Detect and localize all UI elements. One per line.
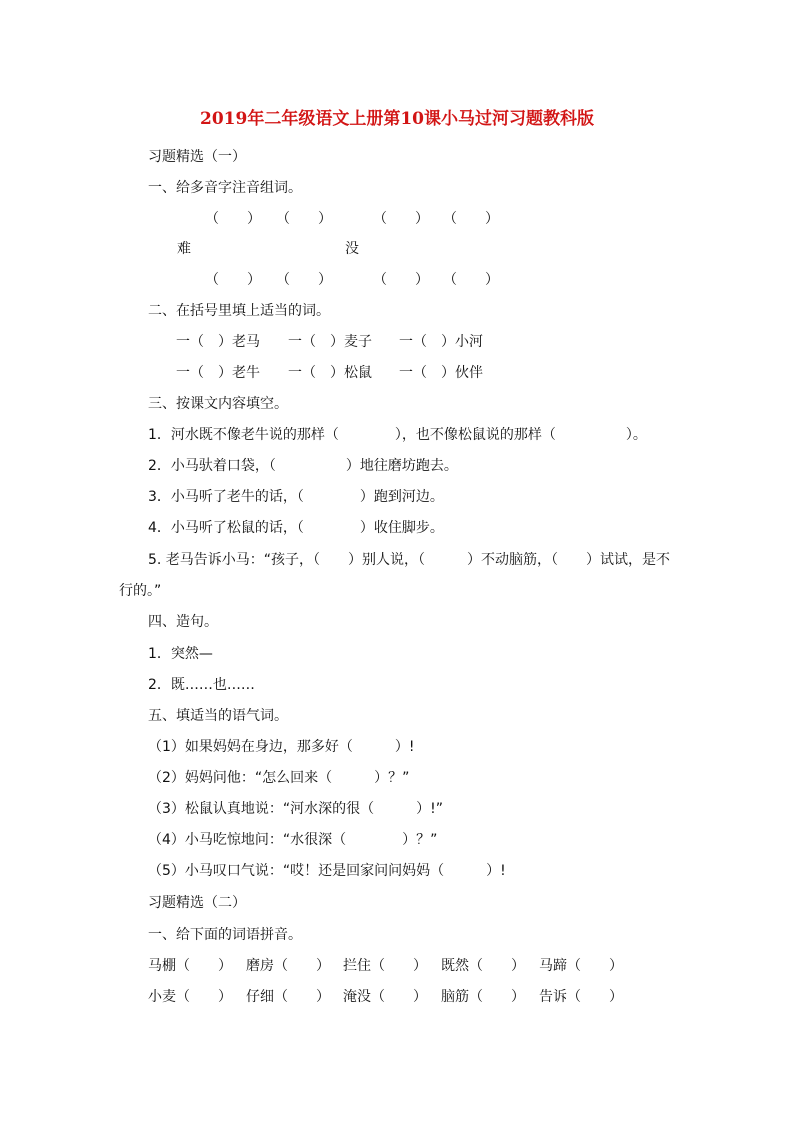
question-3-label: 三、按课文内容填空。 — [148, 396, 288, 412]
section-heading-2: 习题精选（二） — [148, 895, 246, 911]
particle-item: （5）小马叹口气说：“哎！还是回家问问妈妈（ ）! — [148, 863, 506, 879]
measure-word-item: 一（ ）伙伴 — [399, 365, 483, 381]
measure-word-item: 一（ ）老牛 — [176, 365, 260, 381]
section-heading-1: 习题精选（一） — [148, 149, 246, 165]
answer-paren: （ ） — [276, 211, 332, 227]
pinyin-item: 淹没（ ） — [343, 989, 427, 1005]
particle-item: （1）如果妈妈在身边，那多好（ ）! — [148, 739, 415, 755]
answer-paren: （ ） — [276, 272, 332, 288]
fill-blank-item: 3．小马听了老牛的话，（ ）跑到河边。 — [148, 489, 444, 505]
pinyin-item: 既然（ ） — [441, 958, 525, 974]
answer-paren: （ ） — [373, 211, 429, 227]
measure-word-item: 一（ ）麦子 — [288, 334, 372, 350]
pinyin-item: 马棚（ ） — [148, 958, 232, 974]
pinyin-item: 磨房（ ） — [246, 958, 330, 974]
page-title: 2019年二年级语文上册第10课小马过河习题教科版 — [200, 109, 594, 129]
fill-blank-item: 5. 老马告诉小马：“孩子，（ ）别人说，（ ）不动脑筋，（ ）试试，是不 — [148, 552, 671, 568]
pinyin-item: 告诉（ ） — [539, 989, 623, 1005]
pinyin-item: 小麦（ ） — [148, 989, 232, 1005]
fill-blank-item: 2．小马驮着口袋，（ ）地往磨坊跑去。 — [148, 458, 458, 474]
pinyin-item: 脑筋（ ） — [441, 989, 525, 1005]
answer-paren: （ ） — [443, 211, 499, 227]
measure-word-item: 一（ ）老马 — [176, 334, 260, 350]
answer-paren: （ ） — [373, 272, 429, 288]
particle-item: （2）妈妈问他：“怎么回来（ ）？” — [148, 770, 410, 786]
fill-blank-item-continued: 行的。” — [119, 583, 162, 599]
sentence-item: 1．突然— — [148, 646, 213, 662]
question-4-label: 四、造句。 — [148, 614, 218, 630]
polyphonic-char-right: 没 — [345, 241, 359, 257]
measure-word-item: 一（ ）小河 — [399, 334, 483, 350]
answer-paren: （ ） — [205, 211, 261, 227]
fill-blank-item: 4．小马听了松鼠的话，（ ）收住脚步。 — [148, 520, 444, 536]
polyphonic-char-left: 难 — [177, 241, 191, 257]
question-5-label: 五、填适当的语气词。 — [148, 708, 288, 724]
pinyin-item: 拦住（ ） — [343, 958, 427, 974]
measure-word-item: 一（ ）松鼠 — [288, 365, 372, 381]
question-1-label: 一、给多音字注音组词。 — [148, 180, 302, 196]
pinyin-item: 仔细（ ） — [246, 989, 330, 1005]
particle-item: （4）小马吃惊地问：“水很深（ ）？” — [148, 832, 438, 848]
pinyin-item: 马蹄（ ） — [539, 958, 623, 974]
sentence-item: 2．既……也…… — [148, 677, 255, 693]
question-2-label: 二、在括号里填上适当的词。 — [148, 303, 330, 319]
answer-paren: （ ） — [205, 272, 261, 288]
answer-paren: （ ） — [443, 272, 499, 288]
section2-question-1-label: 一、给下面的词语拼音。 — [148, 927, 302, 943]
particle-item: （3）松鼠认真地说：“河水深的很（ ）!” — [148, 801, 444, 817]
fill-blank-item: 1．河水既不像老牛说的那样（ ），也不像松鼠说的那样（ ）。 — [148, 427, 647, 443]
